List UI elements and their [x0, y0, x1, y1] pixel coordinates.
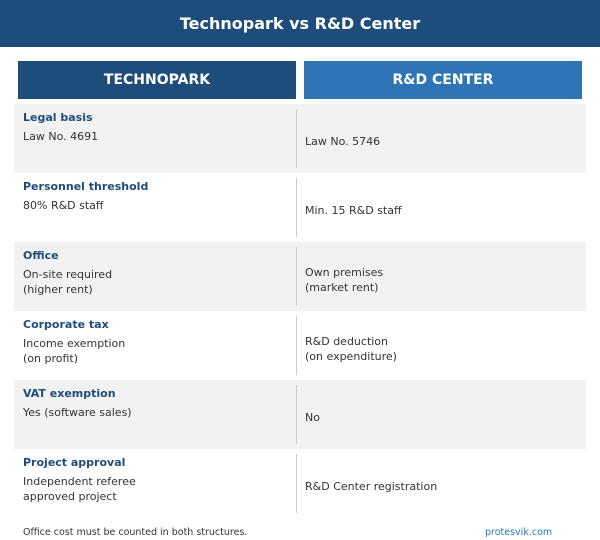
rd-center-cell — [305, 242, 575, 311]
source-credit: protesvik.com — [485, 527, 553, 538]
table-row — [14, 449, 586, 518]
footnote: Office cost must be counted in both structures. — [23, 527, 248, 538]
rd-center-value: R&D deduction (on expenditure) — [305, 334, 397, 363]
table-row — [14, 380, 586, 449]
table-row — [14, 104, 586, 173]
technopark-value: Yes (software sales) — [23, 406, 132, 419]
technopark-cell — [23, 111, 288, 144]
rd-center-value: No — [305, 411, 320, 424]
table-row — [14, 311, 586, 380]
column-divider — [296, 454, 297, 513]
row-label: Project approval — [23, 456, 126, 469]
rd-center-cell — [305, 311, 575, 380]
technopark-value: 80% R&D staff — [23, 199, 104, 212]
column-divider — [296, 247, 297, 306]
rd-center-value: Own premises (market rent) — [305, 265, 384, 294]
page-title: Technopark vs R&D Center — [0, 0, 600, 47]
row-label: Personnel threshold — [23, 180, 149, 193]
table-row — [14, 242, 586, 311]
column-divider — [296, 385, 297, 444]
row-label: VAT exemption — [23, 387, 116, 400]
technopark-cell — [23, 180, 288, 213]
column-divider — [296, 316, 297, 375]
column-divider — [296, 109, 297, 168]
rd-center-value: Min. 15 R&D staff — [305, 204, 402, 217]
technopark-value: Independent referee approved project — [23, 475, 136, 503]
row-label: Office — [23, 249, 59, 262]
technopark-cell — [23, 456, 288, 504]
technopark-value: Law No. 4691 — [23, 130, 99, 143]
column-divider — [296, 178, 297, 237]
column-header-rd-center: R&D CENTER — [304, 61, 582, 99]
technopark-value: Income exemption (on profit) — [23, 337, 126, 365]
technopark-value: On-site required (higher rent) — [23, 268, 113, 296]
rd-center-value: Law No. 5746 — [305, 135, 381, 148]
column-header-technopark: TECHNOPARK — [18, 61, 296, 99]
technopark-cell — [23, 249, 288, 297]
rd-center-cell — [305, 104, 575, 173]
rd-center-value: R&D Center registration — [305, 480, 438, 493]
row-label: Legal basis — [23, 111, 93, 124]
rd-center-cell — [305, 380, 575, 449]
technopark-cell — [23, 318, 288, 366]
table-row — [14, 173, 586, 242]
technopark-cell — [23, 387, 288, 420]
rd-center-cell — [305, 173, 575, 242]
comparison-table — [14, 104, 586, 518]
rd-center-cell — [305, 449, 575, 518]
row-label: Corporate tax — [23, 318, 109, 331]
